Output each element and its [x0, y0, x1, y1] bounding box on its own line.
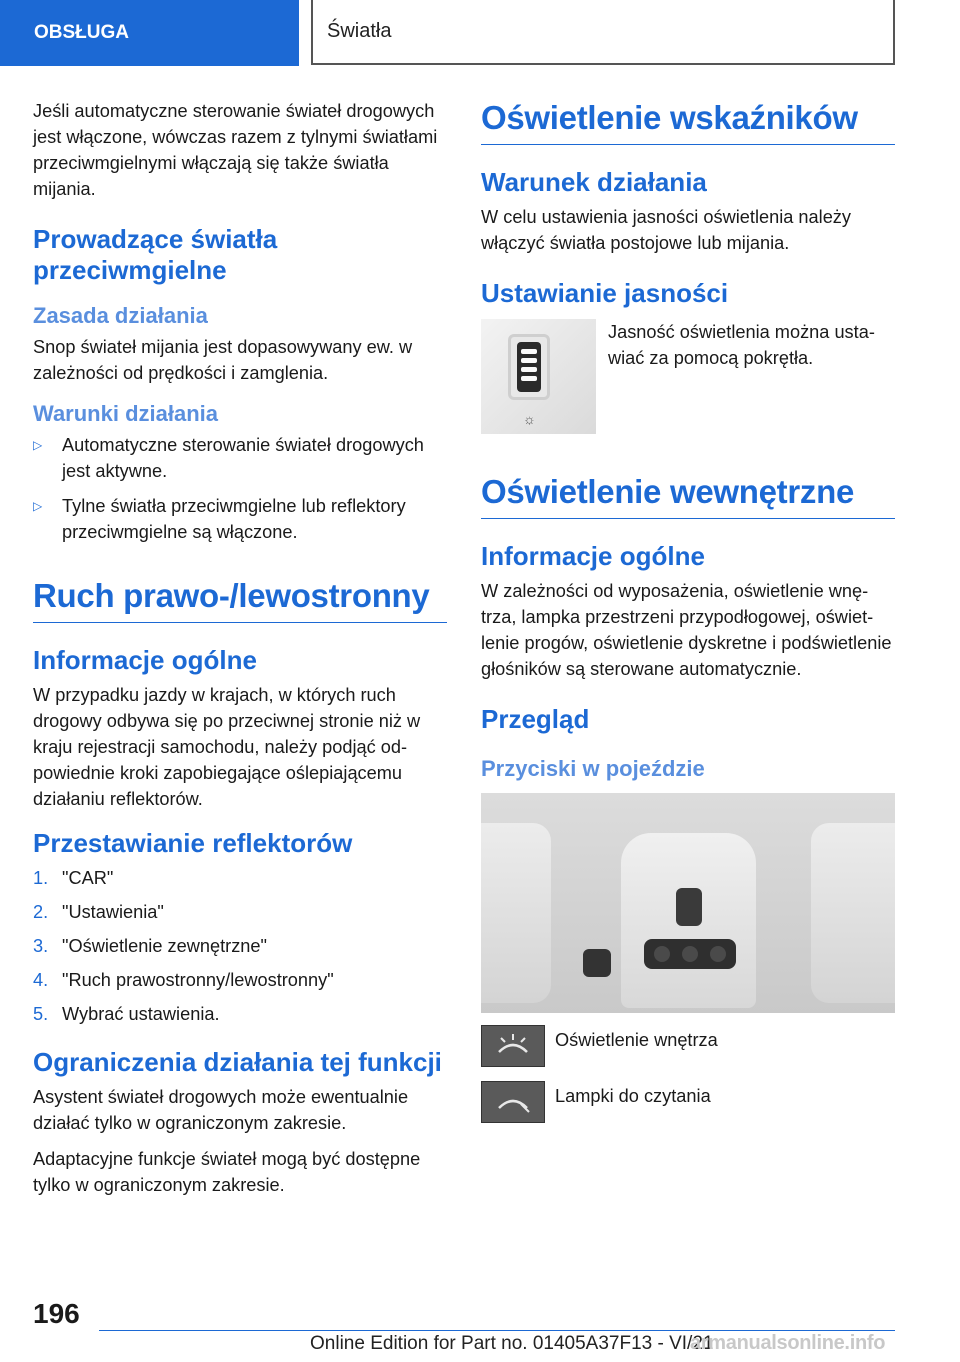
fog-principle-text: Snop świateł mijania jest dopasowywany ew. w zależności od prędkości i zamglenia.: [33, 337, 413, 383]
chapter-header: [311, 0, 895, 65]
page-number: 196: [33, 1298, 80, 1329]
interior-lighting-heading: Oświetlenie wewnętrzne: [481, 472, 895, 519]
buttons-heading: Przyciski w pojeździe: [481, 756, 705, 781]
adjust-steps-list: [33, 865, 447, 1027]
traffic-side-heading: Ruch prawo-/lewostronny: [33, 576, 447, 623]
watermark: armanualsonline.info: [690, 1332, 886, 1354]
limits-text-2: Adaptacyjne funkcje świateł mogą być dostępne tylko w ograniczonym zakresie.: [33, 1149, 421, 1195]
icon-legend-row: [481, 1081, 895, 1123]
triangle-bullet-icon: ▷: [33, 438, 43, 452]
limits-heading: Ograniczenia działania tej funkcji: [33, 1047, 442, 1077]
brightness-symbol-icon: ☼: [523, 411, 536, 427]
intro-paragraph: Jeśli automatyczne sterowanie świateł drogowych jest włączone, wówczas razem z tylnymi światłami przeciwmgielnymi włączają się także światła mijania.: [33, 101, 438, 199]
reading-light-icon: [481, 1081, 545, 1123]
brightness-heading: Ustawianie jasności: [481, 278, 729, 308]
condition-heading: Warunek działania: [481, 167, 707, 197]
step-item: 3. "Oświetlenie zewnętrzne": [33, 936, 267, 956]
edition-text: Online Edition for Part no. 01405A37F13 - VI/21: [310, 1333, 714, 1354]
overview-heading: Przegląd: [481, 704, 590, 734]
triangle-bullet-icon: ▷: [33, 499, 43, 513]
section-tab: [0, 0, 299, 66]
fog-lights-heading: Prowadzące światła przeciwmgielne: [33, 224, 278, 285]
fog-conditions-list: [33, 432, 447, 545]
list-item: ▷ Automatyczne sterowanie świateł drogowych jest aktywne.: [33, 432, 447, 484]
interior-info-heading: Informacje ogólne: [481, 541, 705, 571]
interior-info-text: W zależności od wyposażenia, oświetlenie wnętrza, lampka przestrzeni przypodłogowej, oświetlenie progów, oświetlenie dyskretne i podświetlenie głośników są sterowane automatycznie.: [481, 581, 892, 679]
list-item: ▷ Tylne światła przeciwmgielne lub reflektory przeciwmgielne są włączone.: [33, 493, 447, 545]
instrument-lighting-heading: Oświetlenie wskaźników: [481, 98, 895, 145]
icon-legend-row: [481, 1025, 895, 1067]
brightness-row: [481, 319, 895, 434]
section-label: OBSŁUGA: [34, 22, 129, 43]
interior-light-label: Oświetlenie wnętrza: [555, 1030, 718, 1050]
sos-button-icon: [583, 949, 611, 977]
step-item: 2. "Ustawienia": [33, 902, 164, 922]
fog-conditions-heading: Warunki działania: [33, 401, 219, 426]
brightness-text: Jasność oświetlenia można ustawiać za pomocą pokrętła.: [608, 322, 875, 368]
right-column: [481, 98, 895, 1137]
traffic-info-heading: Informacje ogólne: [33, 645, 257, 675]
step-item: 1. "CAR": [33, 868, 114, 888]
footer-divider: [99, 1330, 895, 1331]
reading-light-label: Lampki do czytania: [555, 1086, 711, 1106]
step-item: 5. Wybrać ustawienia.: [33, 1004, 220, 1024]
condition-text: W celu ustawienia jasności oświetlenia należy włączyć światła postojowe lub mijania.: [481, 207, 851, 253]
interior-light-icon: [481, 1025, 545, 1067]
fog-principle-heading: Zasada działania: [33, 303, 208, 328]
headlight-adjust-heading: Przestawianie reflektorów: [33, 828, 353, 858]
step-item: 4. "Ruch prawostronny/lewostronny": [33, 970, 334, 990]
traffic-info-text: W przypadku jazdy w krajach, w których ruch drogowy odbywa się po przeciwnej stronie niż w kraju rejestracji samochodu, należy podjąć odpowiednie kroki zapobiegające oślepiającemu działaniu reflektorów.: [33, 685, 421, 809]
overhead-console-image: [481, 793, 895, 1013]
dimmer-knob-icon: [481, 319, 596, 434]
chapter-label: Światła: [327, 20, 392, 42]
limits-text-1: Asystent świateł drogowych może ewentualnie działać tylko w ograniczonym zakresie.: [33, 1087, 409, 1133]
left-column: [33, 98, 447, 1208]
